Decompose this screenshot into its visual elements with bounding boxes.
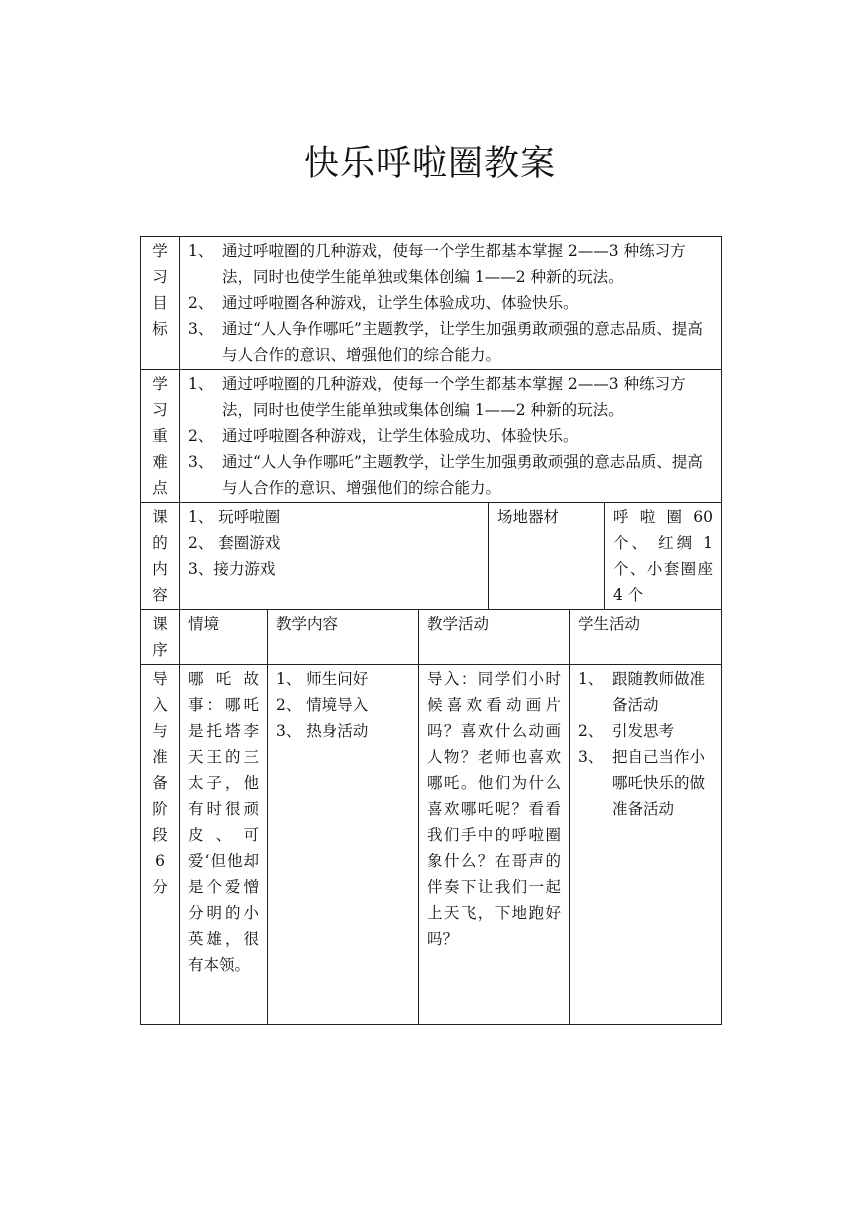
equipment-value: 呼 啦 圈 60 个、 红绸 1 个、小套圈座 4 个 <box>605 503 722 610</box>
intro-student-activity <box>570 665 722 1025</box>
intro-teaching-content <box>268 665 419 1025</box>
list-item: 3、 通过“人人争作哪吒”主题教学，让学生加强勇敢顽强的意志品质、提高与人合作的意识、增强他们的综合能力。 <box>188 320 703 364</box>
student-activity-header: 学生活动 <box>570 610 722 665</box>
goals-content <box>180 237 722 370</box>
goals-label: 学 习 目 标 <box>141 237 180 370</box>
sequence-label: 课 序 <box>141 610 180 665</box>
list-item: 1、 师生问好 <box>276 670 369 688</box>
content-item: 2、 套圈游戏 <box>188 534 281 552</box>
list-item: 1、 通过呼啦圈的几种游戏，使每一个学生都基本掌握 2——3 种练习方法，同时也使学生能单独或集体创编 1——2 种新的玩法。 <box>188 375 686 419</box>
list-item: 2、 通过呼啦圈各种游戏，让学生体验成功、体验快乐。 <box>188 427 579 445</box>
equipment-label: 场地器材 <box>489 503 605 610</box>
list-item: 2、 通过呼啦圈各种游戏，让学生体验成功、体验快乐。 <box>188 294 579 312</box>
list-item: 2、 引发思考 <box>578 722 675 740</box>
list-item: 2、 情境导入 <box>276 696 369 714</box>
goals-row <box>141 237 722 370</box>
content-item: 1、 玩呼啦圈 <box>188 508 281 526</box>
list-item: 3、 通过“人人争作哪吒”主题教学，让学生加强勇敢顽强的意志品质、提高与人合作的意识、增强他们的综合能力。 <box>188 453 703 497</box>
key-points-content <box>180 370 722 503</box>
teaching-activity-header: 教学活动 <box>419 610 570 665</box>
teaching-content-header: 教学内容 <box>268 610 419 665</box>
content-items <box>180 503 489 610</box>
document-title: 快乐呼啦圈教案 <box>303 144 556 184</box>
situation-header: 情境 <box>180 610 268 665</box>
intro-label: 导 入 与 准 备 阶 段 6 分 <box>141 665 180 1025</box>
key-points-label: 学 习 重 难 点 <box>141 370 180 503</box>
intro-row <box>141 665 722 1025</box>
lesson-plan-table <box>140 236 722 1025</box>
list-item: 3、 热身活动 <box>276 722 369 740</box>
intro-teaching-activity: 导入：同学们小时候喜欢看动画片吗？喜欢什么动画人物？老师也喜欢哪吒。他们为什么喜欢哪吒呢？看看我们手中的呼啦圈象什么？在哥声的伴奏下让我们一起上天飞，下地跑好吗？ <box>419 665 570 1025</box>
content-label: 课 的 内 容 <box>141 503 180 610</box>
list-item: 1、 跟随教师做准备活动 <box>578 670 706 714</box>
intro-situation: 哪吒故事：哪吒是托塔李天王的三太子，他有时很顽皮、可爱‘但他却是个爱憎分明的小英雄，很有本领。 <box>180 665 268 1025</box>
content-row <box>141 503 722 610</box>
content-item: 3、接力游戏 <box>188 560 276 578</box>
list-item: 3、 把自己当作小哪吒快乐的做准备活动 <box>578 748 706 818</box>
key-points-row <box>141 370 722 503</box>
header-row <box>141 610 722 665</box>
list-item: 1、 通过呼啦圈的几种游戏，使每一个学生都基本掌握 2——3 种练习方法，同时也使学生能单独或集体创编 1——2 种新的玩法。 <box>188 242 686 286</box>
